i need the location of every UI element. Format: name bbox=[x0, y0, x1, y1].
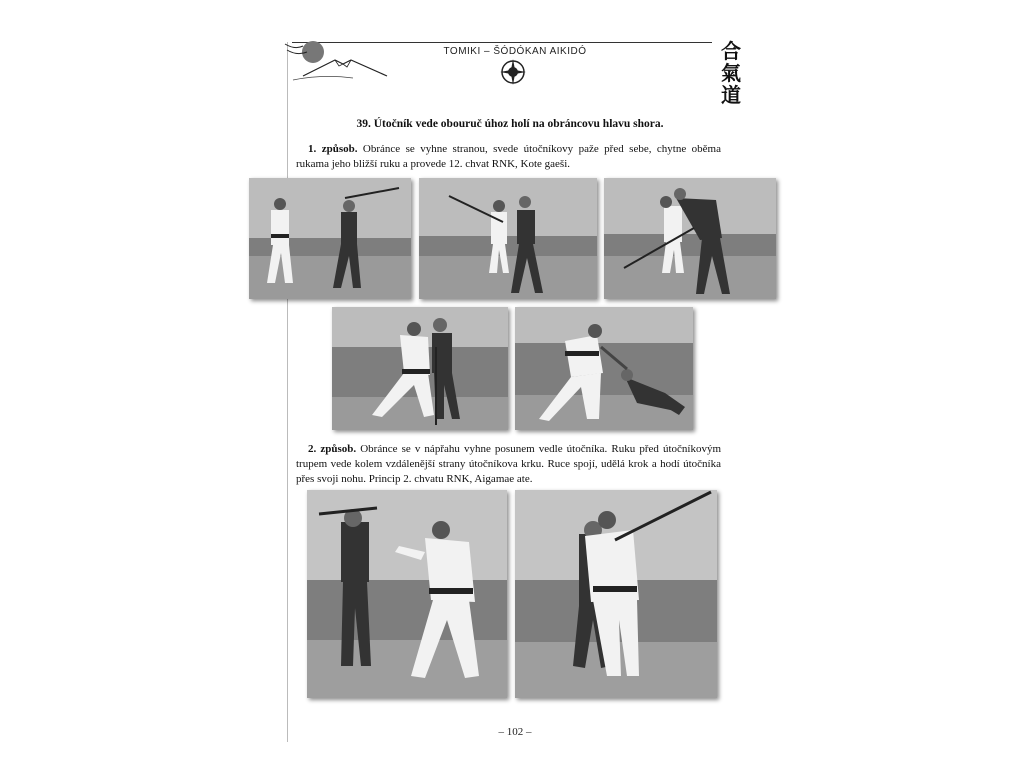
technique-photo-2 bbox=[419, 178, 597, 299]
aikido-kanji-calligraphy: 合氣道 bbox=[721, 39, 741, 107]
method-2-text: Obránce se v nápřahu vyhne posunem vedle útočníka. Ruku před útočníkovým trupem vede kolem vzdálenější strany útočníkova krku. Ruce spojí, udělá krok a hodí útočníka přes svoji nohu. Princip 2. chvatu RNK, Aigamae ate. bbox=[296, 443, 722, 485]
page-number: – 102 – bbox=[498, 726, 532, 738]
mount-fuji-sun-illustration bbox=[283, 40, 393, 82]
method-1-text: Obránce se vyhne stranou, svede útočníkovy paže před sebe, chytne oběma rukama jeho bližší ruku a provede 12. chvat RNK, Kote gaeši. bbox=[296, 143, 721, 170]
compass-emblem-icon bbox=[500, 59, 526, 85]
technique-photo-1 bbox=[249, 178, 411, 299]
method-1-paragraph bbox=[296, 142, 721, 172]
technique-photo-7 bbox=[515, 490, 717, 698]
method-1-lead: 1. způsob. bbox=[308, 143, 358, 155]
page-margin-line bbox=[287, 42, 288, 742]
technique-photo-5 bbox=[515, 307, 693, 430]
technique-photo-4 bbox=[332, 307, 508, 430]
technique-photo-6 bbox=[307, 490, 507, 698]
running-header-title: TOMIKI – ŠÓDÓKAN AIKIDÓ bbox=[443, 46, 587, 57]
section-heading: 39. Útočník vede obouruč úhoz holí na obráncovu hlavu shora. bbox=[356, 118, 664, 130]
method-2-paragraph bbox=[296, 442, 721, 487]
method-2-lead: 2. způsob. bbox=[308, 443, 357, 455]
technique-photo-3 bbox=[604, 178, 776, 299]
